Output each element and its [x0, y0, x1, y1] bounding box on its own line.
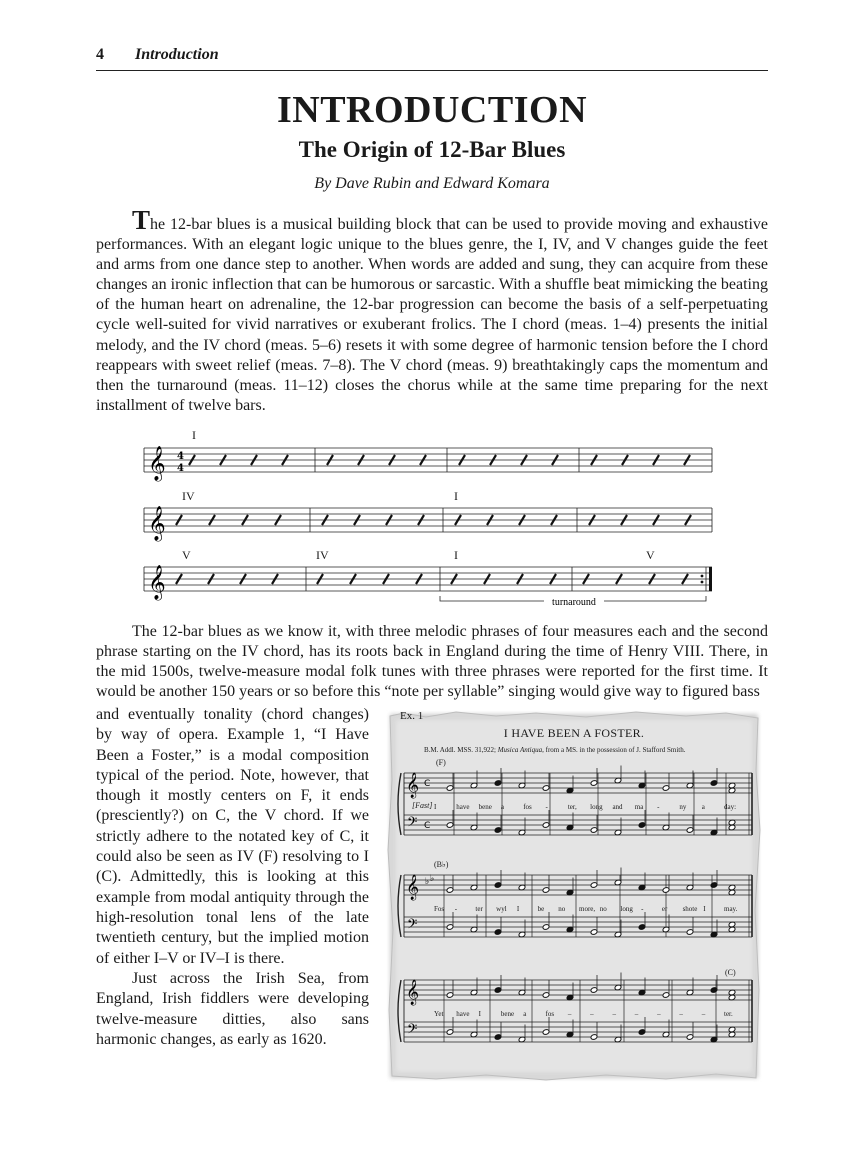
paragraph-intro: [96, 205, 768, 416]
lyric-syllable: –: [634, 1010, 639, 1018]
paragraph-irish: Just across the Irish Sea, from England, Irish fiddlers were developing twelve-measure ditties, also sans harmonic changes, as early as 1620.: [96, 970, 369, 1048]
repeat-dot: [701, 575, 704, 578]
lyric-syllable: bene: [478, 803, 492, 811]
lyric-syllable: bene: [500, 1010, 515, 1018]
page-subtitle: The Origin of 12-Bar Blues: [298, 137, 566, 162]
lyric-syllable: a: [701, 803, 705, 811]
treble-clef-icon: 𝄞: [406, 773, 420, 798]
treble-clef-icon: 𝄞: [148, 565, 166, 600]
chord-symbol: V: [182, 548, 191, 562]
progression-staff-3: [140, 559, 716, 611]
treble-clef-icon: 𝄞: [148, 446, 166, 481]
common-time-icon: C: [424, 821, 431, 831]
lyric-syllable: I: [516, 905, 520, 913]
example-title: I HAVE BEEN A FOSTER.: [503, 726, 645, 740]
lyric-syllable: ter: [475, 905, 483, 913]
flat-icon: ♭: [430, 874, 435, 884]
lyric-syllable: day:: [724, 803, 737, 811]
lyric-syllable: -: [454, 905, 458, 913]
lyric-syllable: –: [567, 1010, 572, 1018]
lyric-syllable: wyl: [496, 905, 507, 913]
lyric-syllable: er: [661, 905, 668, 913]
lyric-syllable: –: [590, 1010, 594, 1018]
bass-clef-icon: 𝄢: [407, 814, 418, 833]
lyric-syllable: long: [590, 803, 603, 811]
chord-symbol: I: [454, 548, 458, 562]
repeat-dot: [701, 581, 704, 584]
chord-symbol: V: [646, 548, 655, 562]
lyric-syllable: ter.: [724, 1010, 733, 1018]
lyric-syllable: I: [434, 803, 437, 811]
lyric-syllable: shote: [682, 905, 698, 913]
lyric-syllable: -: [641, 905, 644, 913]
chord-marking: (C): [725, 968, 736, 977]
progression-staff-1: [140, 440, 716, 500]
treble-clef-icon: 𝄞: [148, 506, 166, 541]
lyric-syllable: fos: [523, 803, 532, 811]
bass-clef-icon: 𝄢: [407, 1021, 418, 1040]
drop-cap: T: [132, 205, 151, 235]
common-time-icon: C: [424, 779, 431, 789]
lyric-syllable: -: [657, 803, 660, 811]
time-signature-top: 4: [177, 451, 184, 462]
lyric-syllable: –: [657, 1010, 661, 1018]
lyric-syllable: a: [500, 803, 505, 811]
lyric-syllable: have: [456, 1010, 470, 1018]
progression-staff-2: [140, 500, 716, 560]
lyric-syllable: long: [620, 905, 633, 913]
paragraph-history: The 12-bar blues as we know it, with three melodic phrases of four measures each and the second phrase starting on the IV chord, has its roots back in England during the time of Henry VIII. There, in the mid 1500s, twelve-measure modal folk tunes with three phrases were reported for the first time. It would be another 150 years or so before this “note per syllable” singing would give way to figured bass: [96, 623, 768, 701]
tempo-marking: [Fast]: [412, 801, 433, 810]
lyric-syllable: a: [523, 1010, 527, 1018]
page-title: INTRODUCTION: [276, 89, 588, 131]
lyric-syllable: Fos: [434, 905, 445, 913]
bass-clef-icon: 𝄢: [407, 916, 418, 935]
lyric-syllable: I: [703, 905, 706, 913]
lyric-syllable: fos: [545, 1010, 555, 1018]
lyric-syllable: may.: [724, 905, 738, 913]
paragraph-example-description: and eventually tonality (chord changes) by way of opera. Example 1, “I Have Been a Foster,” is a modal composition typical of the period. Note, however, that though it mostly centers on F, it ends (presciently?) on C, the V chord. If we strictly adhere to the notated key of C, it could also be seen as IV (F) resolving to I (C). Admittedly, this is looking at this example from modal antiquity through the high-resolution tonal lens of the late twentieth century, but the implied motion of either I–V or IV–I is there.: [96, 706, 369, 967]
treble-clef-icon: 𝄞: [406, 980, 420, 1005]
chord-marking: (F): [436, 758, 446, 767]
running-header: [96, 46, 768, 71]
lyric-syllable: -: [545, 803, 548, 811]
lyric-syllable: –: [701, 1010, 706, 1018]
flat-icon: ♭: [425, 877, 430, 887]
lyric-syllable: ter,: [567, 803, 577, 811]
lyric-syllable: have: [456, 803, 470, 811]
lyric-syllable: be: [537, 905, 545, 913]
section-name: Introduction: [135, 46, 219, 63]
paragraph-intro-text: he 12-bar blues is a musical building block that can be used to provide moving and exhaustive performances. With an elegant logic unique to the blues genre, the I, IV, and V changes guide the feet and arms from one dance step to another. When words are added and sung, they can acquire from these changes an ironic inflection that can be humorous or sarcastic. With a shuffle beat mimicking the beating of the human heart on adrenaline, the 12-bar progression can become the basis of a self-perpetuating cycle well-suited for vivid narratives or exuberant frolics. The I chord (meas. 1–4) presents the initial melody, and the IV chord (meas. 5–6) resets it with some degree of harmonic tension before the I chord reappears with sweet relief (meas. 7–8). The V chord (meas. 9) breathtakingly caps the momentum and then the turnaround (meas. 11–12) closes the chorus while at the same time preparing for the next installment of twelve bars.: [96, 216, 768, 414]
lyric-syllable: I: [478, 1010, 481, 1018]
lyric-syllable: ma: [634, 803, 644, 811]
chord-symbol: I: [192, 428, 196, 442]
example-source: B.M. Addl. MSS. 31,922; Musica Antiqua, from a MS. in the possession of J. Stafford Smith.: [424, 746, 686, 754]
turnaround-label: turnaround: [552, 597, 596, 608]
chord-symbol: I: [454, 489, 458, 503]
treble-clef-icon: 𝄞: [406, 875, 420, 900]
byline: By Dave Rubin and Edward Komara: [314, 175, 550, 192]
lyric-syllable: ny: [679, 803, 687, 811]
lyric-syllable: no: [599, 905, 607, 913]
final-barline: [709, 567, 712, 591]
time-signature-bottom: 4: [177, 463, 184, 474]
lyric-syllable: –: [612, 1010, 616, 1018]
lyric-syllable: and: [612, 803, 623, 811]
chord-marking: (B♭): [434, 860, 449, 869]
lyric-syllable: Yet: [434, 1010, 444, 1018]
lyric-syllable: no: [558, 905, 566, 913]
chord-symbol: IV: [316, 548, 329, 562]
chord-symbol: IV: [182, 489, 195, 503]
lyric-syllable: –: [679, 1010, 683, 1018]
example-label: Ex. 1: [400, 710, 424, 722]
page-number: 4: [96, 46, 104, 63]
lyric-syllable: more,: [579, 905, 596, 913]
